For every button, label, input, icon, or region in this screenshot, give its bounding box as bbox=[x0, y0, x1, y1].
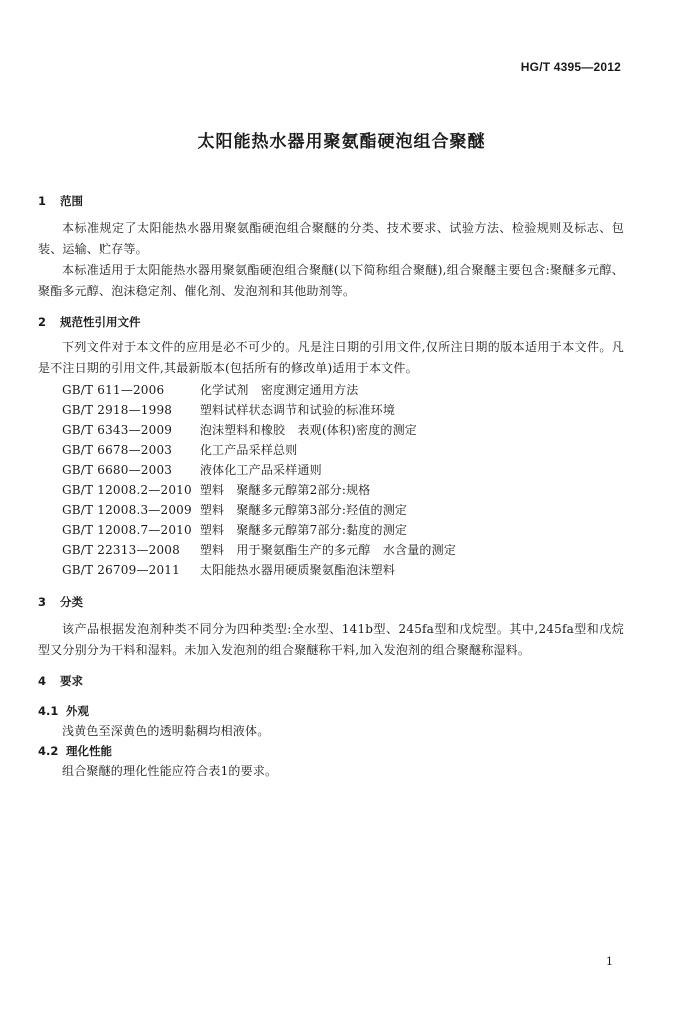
section-3-heading bbox=[38, 594, 83, 610]
reference-title: 塑料 用于聚氨酯生产的多元醇 水含量的测定 bbox=[199, 543, 457, 557]
reference-item bbox=[62, 400, 456, 420]
reference-item bbox=[62, 380, 456, 400]
reference-list bbox=[62, 380, 456, 580]
section-title: 规范性引用文件 bbox=[60, 315, 141, 329]
section-number: 4 bbox=[38, 674, 47, 688]
reference-title: 太阳能热水器用硬质聚氨酯泡沫塑料 bbox=[199, 563, 396, 577]
reference-item bbox=[62, 540, 456, 560]
reference-code: GB/T 12008.3—2009 bbox=[62, 503, 192, 517]
reference-title: 化学试剂 密度测定通用方法 bbox=[199, 383, 359, 397]
reference-item bbox=[62, 500, 456, 520]
section-4-1-text: 浅黄色至深黄色的透明黏稠均相液体。 bbox=[62, 724, 270, 738]
reference-title: 塑料 聚醚多元醇第3部分:羟值的测定 bbox=[199, 503, 408, 517]
reference-title: 化工产品采样总则 bbox=[199, 443, 298, 457]
section-2-heading bbox=[38, 314, 141, 330]
reference-code: GB/T 12008.7—2010 bbox=[62, 523, 192, 537]
section-title: 外观 bbox=[66, 704, 89, 718]
standard-code: HG/T 4395—2012 bbox=[520, 60, 621, 74]
reference-item bbox=[62, 480, 456, 500]
section-4-1-heading bbox=[38, 703, 89, 719]
reference-title: 塑料试样状态调节和试验的标准环境 bbox=[199, 403, 396, 417]
reference-title: 塑料 聚醚多元醇第2部分:规格 bbox=[199, 483, 371, 497]
reference-item bbox=[62, 520, 456, 540]
section-number: 1 bbox=[38, 194, 47, 208]
reference-code: GB/T 22313—2008 bbox=[62, 543, 180, 557]
reference-title: 塑料 聚醚多元醇第7部分:黏度的测定 bbox=[199, 523, 408, 537]
reference-code: GB/T 2918—1998 bbox=[62, 403, 173, 417]
reference-code: GB/T 611—2006 bbox=[62, 383, 165, 397]
section-4-2-text: 组合聚醚的理化性能应符合表1的要求。 bbox=[62, 764, 278, 778]
reference-code: GB/T 6343—2009 bbox=[62, 423, 173, 437]
page-number: 1 bbox=[606, 955, 613, 968]
section-number: 2 bbox=[38, 315, 47, 329]
reference-item bbox=[62, 440, 456, 460]
section-1-paragraph-2: 本标准适用于太阳能热水器用聚氨酯硬泡组合聚醚(以下简称组合聚醚),组合聚醚主要包含:聚醚多元醇、聚酯多元醇、泡沫稳定剂、催化剂、发泡剂和其他助剂等。 bbox=[38, 263, 624, 298]
document-title: 太阳能热水器用聚氨酯硬泡组合聚醚 bbox=[197, 132, 486, 152]
section-2-intro: 下列文件对于本文件的应用是必不可少的。凡是注日期的引用文件,仅所注日期的版本适用于本文件。凡是不注日期的引用文件,其最新版本(包括所有的修改单)适用于本文件。 bbox=[38, 340, 624, 375]
reference-title: 泡沫塑料和橡胶 表观(体积)密度的测定 bbox=[199, 423, 417, 437]
section-4-2-heading bbox=[38, 743, 112, 759]
reference-code: GB/T 6680—2003 bbox=[62, 463, 173, 477]
reference-item bbox=[62, 560, 456, 580]
section-title: 分类 bbox=[60, 595, 83, 609]
reference-title: 液体化工产品采样通则 bbox=[199, 463, 322, 477]
section-number: 3 bbox=[38, 595, 47, 609]
section-number: 4.1 bbox=[38, 704, 59, 718]
section-title: 范围 bbox=[60, 194, 83, 208]
reference-item bbox=[62, 460, 456, 480]
reference-code: GB/T 6678—2003 bbox=[62, 443, 173, 457]
section-number: 4.2 bbox=[38, 744, 59, 758]
section-1-paragraph-1: 本标准规定了太阳能热水器用聚氨酯硬泡组合聚醚的分类、技术要求、试验方法、检验规则及标志、包装、运输、贮存等。 bbox=[38, 221, 624, 256]
section-3-paragraph: 该产品根据发泡剂种类不同分为四种类型:全水型、141b型、245fa型和戊烷型。其中,245fa型和戊烷型又分别分为干料和湿料。未加入发泡剂的组合聚醚称干料,加入发泡剂的组合聚醚称湿料。 bbox=[38, 622, 624, 657]
section-title: 要求 bbox=[60, 674, 83, 688]
reference-code: GB/T 26709—2011 bbox=[62, 563, 180, 577]
reference-code: GB/T 12008.2—2010 bbox=[62, 483, 192, 497]
section-4-heading bbox=[38, 673, 83, 689]
section-1-heading bbox=[38, 193, 83, 209]
reference-item bbox=[62, 420, 456, 440]
section-title: 理化性能 bbox=[66, 744, 112, 758]
